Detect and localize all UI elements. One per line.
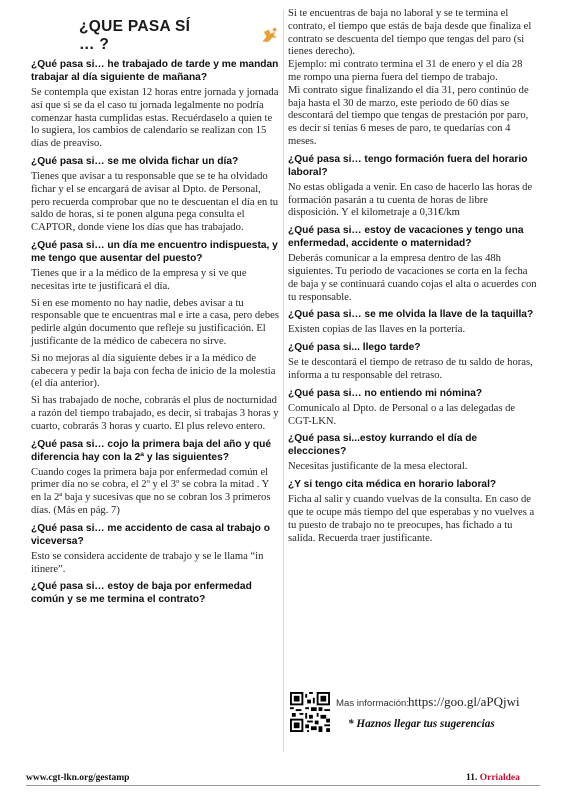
more-info-box bbox=[288, 690, 540, 760]
running-figure-icon bbox=[259, 25, 280, 47]
answer-paragraph: Tienes que avisar a tu responsable que se te ha olvidado fichar y el se encargará de avisar al Dpto. de Personal, pero recuerda comprobar que no te descuentan el día en tu saldo de horas, si te ponen alguna pega consulta el CAPTOR, donde viene los días que has trabajado. bbox=[31, 170, 279, 234]
page-title bbox=[79, 18, 280, 54]
question-heading: ¿Qué pasa si...estoy kurrando el día de elecciones? bbox=[288, 433, 478, 458]
answer-paragraph: Si no mejoras al día siguiente debes ir a la médico de cabecera y pedir la baja con fecha de inicio de la molestia (el día anterior). bbox=[31, 352, 276, 390]
question-heading: ¿Qué pasa si… se me olvida fichar un día? bbox=[31, 155, 239, 167]
question-heading: ¿Qué pasa si… me accidento de casa al trabajo o viceversa? bbox=[31, 522, 270, 547]
qa-block bbox=[31, 58, 280, 151]
qa-block bbox=[288, 387, 538, 429]
answer-paragraph: Se te descontará el tiempo de retraso de tu saldo de horas, informa a tu responsable del retraso. bbox=[288, 357, 533, 381]
question-heading: ¿Qué pasa si… he trabajado de tarde y me mandan trabajar al día siguiente de mañana? bbox=[31, 59, 279, 83]
qa-block bbox=[288, 432, 538, 474]
footer-website[interactable]: www.cgt-lkn.org/gestamp bbox=[26, 773, 130, 783]
answer-paragraph: Ficha al salir y cuando vuelvas de la consulta. En caso de que te ocupe más tiempo del que esperabas y no vuelves a tu puesto de trabajo no te preocupes, has fichado a tu salida. Recuerda traer justificante. bbox=[288, 494, 535, 544]
question-heading: ¿Y si tengo cita médica en horario laboral? bbox=[288, 479, 497, 491]
answer-paragraph: Si en ese momento no hay nadie, debes avisar a tu responsable que te encuentras mal e irte a casa, pero debes pedirle algún documento que refleje su justificación. El justificante de la médico de cabecera no sirve. bbox=[31, 297, 279, 347]
more-info-label: Mas información: bbox=[336, 698, 410, 709]
qa-block bbox=[31, 438, 280, 518]
answer-paragraph: Si has trabajado de noche, cobrarás el plus de nocturnidad a razón del tiempo trabajado, es decir, si trabajas 3 horas y cuarto, cobrarás 3 horas y cuarto. El plus relevo entero. bbox=[31, 395, 279, 432]
question-heading: ¿Qué pasa si… estoy de baja por enfermedad común y se me termina el contrato? bbox=[31, 581, 252, 606]
answer-paragraph: Existen copias de las llaves en la portería. bbox=[288, 324, 466, 336]
question-heading: ¿Qué pasa si… tengo formación fuera del horario laboral? bbox=[288, 153, 528, 178]
qa-block bbox=[31, 522, 280, 577]
answer-paragraph: Comunícalo al Dpto. de Personal o a las delegadas de CGT-LKN. bbox=[288, 402, 516, 427]
qr-code-icon[interactable] bbox=[290, 692, 330, 732]
answer-paragraph: Deberás comunicar a la empresa dentro de las 48h siguientes. Tu periodo de vacaciones se corta en la fecha de baja y se continuará cuando cojas el alta o acuerdes con tu responsable. bbox=[288, 253, 537, 303]
question-heading: ¿Qué pasa si... llego tarde? bbox=[288, 342, 421, 354]
page-title-text: ¿QUE PASA SÍ … ? bbox=[79, 18, 191, 53]
answer-paragraph: Cuando coges la primera baja por enfermedad común el primer día no se cobra, el 2º y el 3º se cobra la mitad . Y en la 2ª baja y sucesivas que no se cobran los 3 primeros días. (Más en pág. 7) bbox=[31, 466, 271, 516]
question-heading: ¿Qué pasa si… un día me encuentro indispuesta, y me tengo que ausentar del puesto? bbox=[31, 239, 278, 264]
question-heading: ¿Qué pasa si… no entiendo mi nómina? bbox=[288, 387, 483, 399]
qa-block bbox=[288, 8, 538, 149]
qa-block bbox=[288, 478, 538, 545]
page-section-label: Orrialdea bbox=[479, 773, 520, 783]
answer-paragraph: Si te encuentras de baja no laboral y se te termina el contrato, el tiempo que estás de baja desde que finaliza el contrato se descuenta del tiempo que tengas del paro (si tienes derecho). Ejemplo: mi contrato termina el 31 de enero y el día 28 me rompo una pierna fuera del tiempo de trabajo. Mi contrato sigue finalizando el día 31, pero continúo de baja hasta el 30 de marzo, este periodo de 60 días se descontará del tiempo que tengas de prestación por paro, es decir si tenías 6 meses de paro, te quedarías con 4 meses. bbox=[288, 8, 532, 147]
footer-page bbox=[466, 773, 520, 783]
question-heading: ¿Qué pasa si… estoy de vacaciones y tengo una enfermedad, accidente o maternidad? bbox=[288, 225, 524, 250]
more-info-link[interactable]: https://goo.gl/aPQjwi bbox=[408, 694, 520, 709]
qa-block bbox=[288, 341, 538, 383]
qa-block bbox=[31, 580, 280, 606]
left-qa-list bbox=[31, 58, 280, 606]
footer-rule bbox=[26, 785, 540, 786]
answer-paragraph: No estas obligada a venir. En caso de hacerlo las horas de formación pasarán a tu cuenta de horas de libre disposición. Y el kilometraje a 0,31€/km bbox=[288, 181, 533, 219]
answer-paragraph: Esto se considera accidente de trabajo y se le llama “in itinere”. bbox=[31, 550, 264, 575]
qa-block bbox=[288, 224, 538, 304]
right-qa-list bbox=[288, 8, 538, 545]
question-heading: ¿Qué pasa si… se me olvida la llave de la taquilla? bbox=[288, 309, 534, 321]
qa-block bbox=[288, 308, 538, 337]
suggestions-text: * Haznos llegar tus sugerencias bbox=[348, 718, 495, 730]
column-divider bbox=[283, 10, 284, 752]
answer-paragraph: Necesitas justificante de la mesa electoral. bbox=[288, 461, 468, 473]
page-number: 11. bbox=[466, 773, 478, 783]
left-column bbox=[31, 8, 280, 609]
qa-block bbox=[31, 239, 280, 434]
right-column bbox=[288, 8, 538, 549]
answer-paragraph: Tienes que ir a la médico de la empresa y si ve que necesitas irte te justificará el día. bbox=[31, 267, 247, 292]
question-heading: ¿Qué pasa si… cojo la primera baja del año y qué diferencia hay con la 2ª y las siguientes? bbox=[31, 438, 272, 463]
qa-block bbox=[31, 155, 280, 235]
qa-block bbox=[288, 153, 538, 220]
answer-paragraph: Se contempla que existan 12 horas entre jornada y jornada así que si se da el caso tu jornada legalmente no podría comenzar hasta cumplidas estas. Recuérdaselo a quien te lo sugiera, los cambios de calendario se realizan con 15 días de preaviso. bbox=[31, 87, 279, 150]
